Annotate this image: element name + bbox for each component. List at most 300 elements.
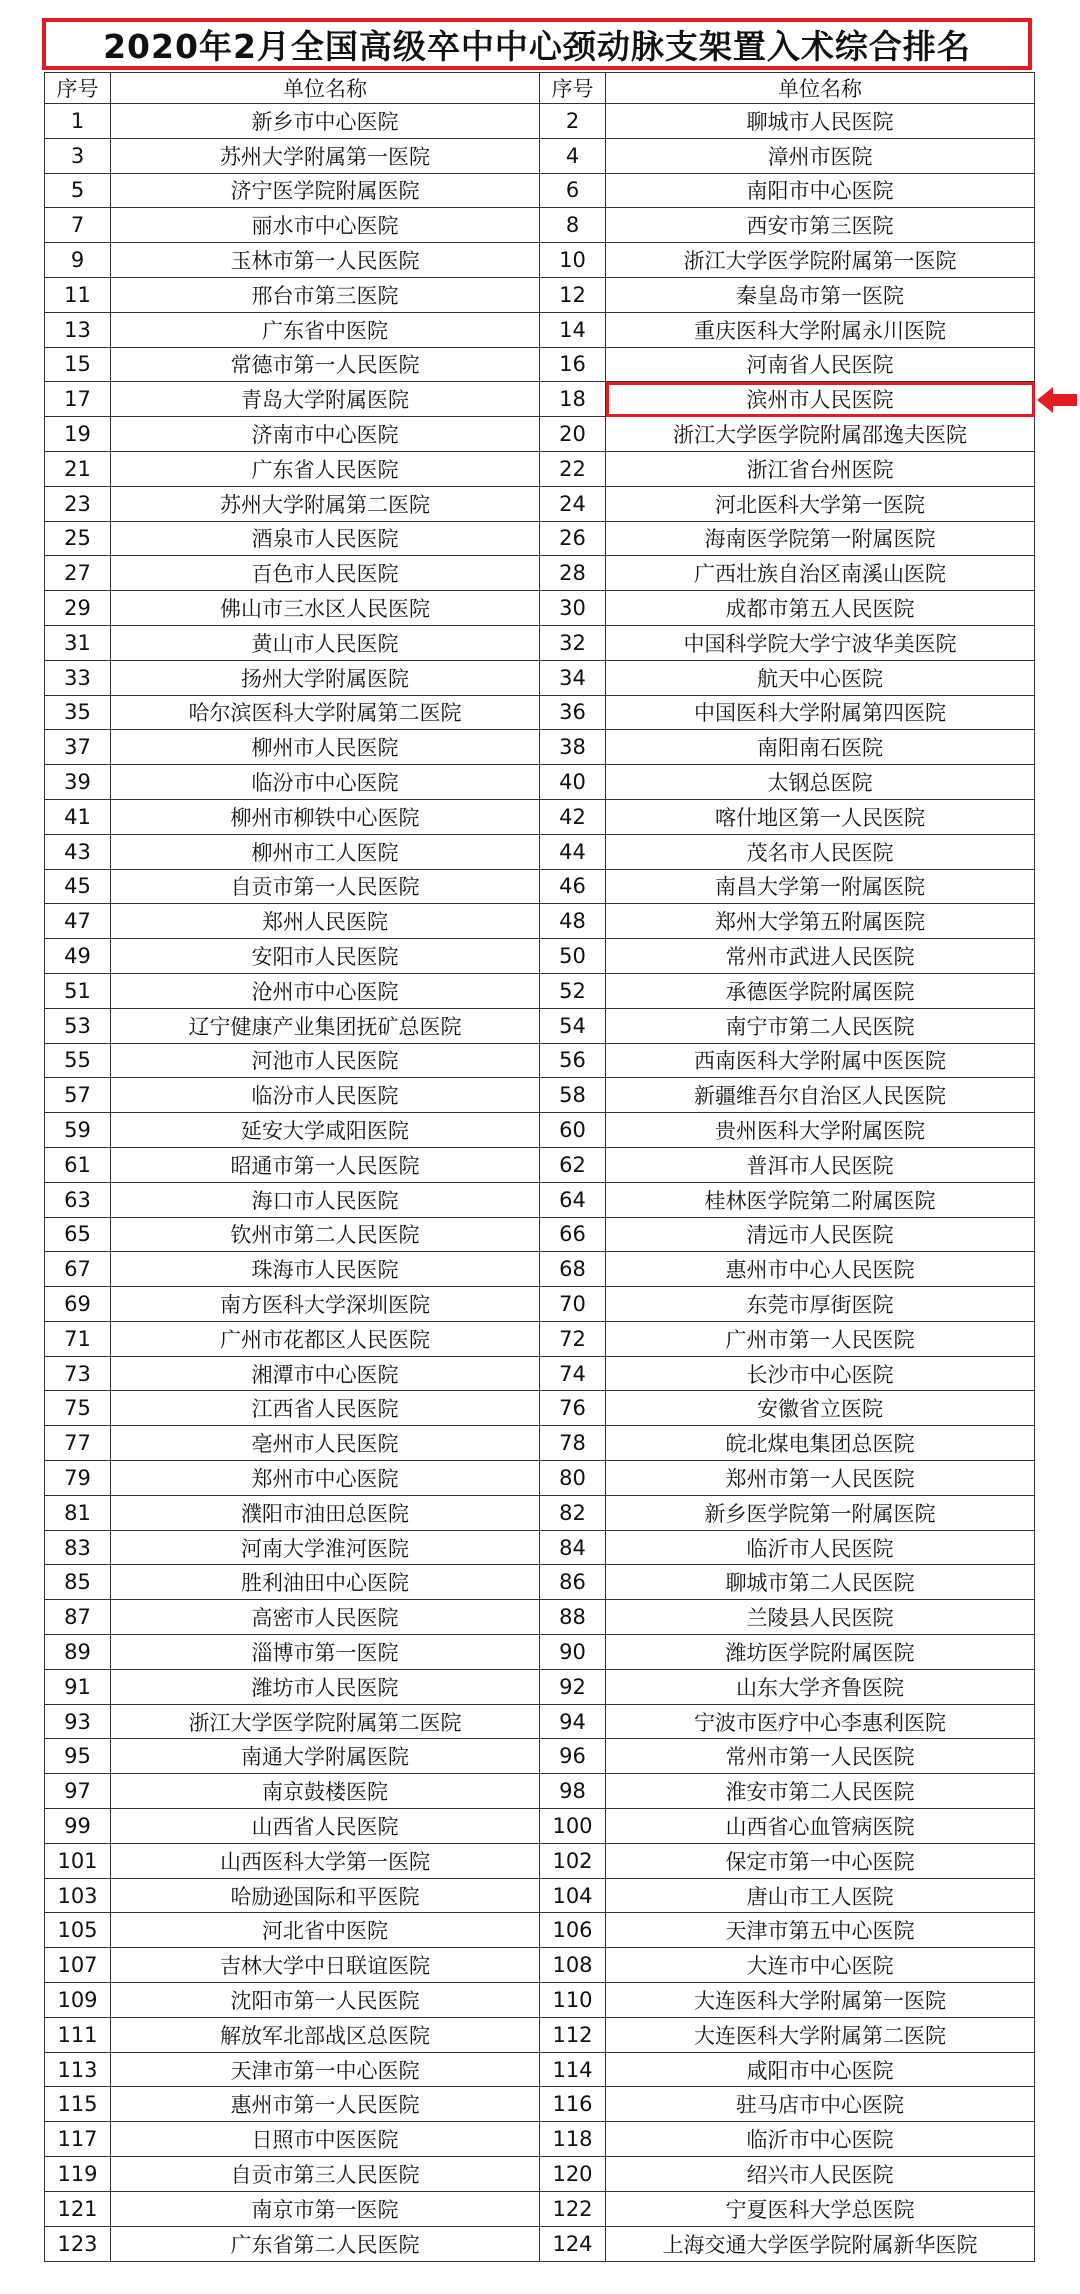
rank-no-right: 18 — [540, 382, 606, 417]
hospital-name-right: 常州市第一人民医院 — [606, 1739, 1035, 1774]
hospital-name-right: 聊城市第二人民医院 — [606, 1565, 1035, 1600]
hospital-name-right: 长沙市中心医院 — [606, 1356, 1035, 1391]
table-row — [45, 1600, 1035, 1635]
rank-no-right: 46 — [540, 869, 606, 904]
table-row — [45, 1461, 1035, 1496]
hospital-name-left: 钦州市第二人民医院 — [111, 1217, 540, 1252]
hospital-name-left: 江西省人民医院 — [111, 1391, 540, 1426]
rank-no-right: 30 — [540, 591, 606, 626]
table-row — [45, 2017, 1035, 2052]
rank-no-right: 118 — [540, 2122, 606, 2157]
rank-no-right: 8 — [540, 208, 606, 243]
table-row — [45, 2191, 1035, 2226]
hospital-name-left: 百色市人民医院 — [111, 556, 540, 591]
hospital-name-left: 吉林大学中日联谊医院 — [111, 1948, 540, 1983]
rank-no-right: 14 — [540, 312, 606, 347]
hospital-name-right: 南昌大学第一附属医院 — [606, 869, 1035, 904]
table-row — [45, 799, 1035, 834]
hospital-name-left: 珠海市人民医院 — [111, 1252, 540, 1287]
rank-no-right: 120 — [540, 2157, 606, 2192]
rank-no-right: 82 — [540, 1495, 606, 1530]
hospital-name-left: 常德市第一人民医院 — [111, 347, 540, 382]
hospital-name-right: 广西壮族自治区南溪山医院 — [606, 556, 1035, 591]
hospital-name-right: 南宁市第二人民医院 — [606, 1008, 1035, 1043]
rank-no-right: 32 — [540, 625, 606, 660]
ranking-table-body — [45, 104, 1035, 2262]
rank-no-right: 50 — [540, 939, 606, 974]
hospital-name-right: 海南医学院第一附属医院 — [606, 521, 1035, 556]
rank-no-left: 11 — [45, 277, 111, 312]
hospital-name-right: 安徽省立医院 — [606, 1391, 1035, 1426]
rank-no-left: 117 — [45, 2122, 111, 2157]
table-row — [45, 1704, 1035, 1739]
table-row — [45, 2052, 1035, 2087]
rank-no-left: 65 — [45, 1217, 111, 1252]
hospital-name-left: 济南市中心医院 — [111, 417, 540, 452]
hospital-name-left: 辽宁健康产业集团抚矿总医院 — [111, 1008, 540, 1043]
table-row — [45, 2226, 1035, 2261]
hospital-name-left: 延安大学咸阳医院 — [111, 1113, 540, 1148]
table-row — [45, 625, 1035, 660]
rank-no-left: 57 — [45, 1078, 111, 1113]
rank-no-left: 79 — [45, 1461, 111, 1496]
hospital-name-left: 天津市第一中心医院 — [111, 2052, 540, 2087]
rank-no-right: 48 — [540, 904, 606, 939]
hospital-name-right: 聊城市人民医院 — [606, 104, 1035, 139]
table-row — [45, 1739, 1035, 1774]
hospital-name-left: 佛山市三水区人民医院 — [111, 591, 540, 626]
hospital-name-right: 新疆维吾尔自治区人民医院 — [606, 1078, 1035, 1113]
hospital-name-right: 普洱市人民医院 — [606, 1147, 1035, 1182]
table-row — [45, 1809, 1035, 1844]
rank-no-left: 47 — [45, 904, 111, 939]
table-header-row — [45, 73, 1035, 104]
hospital-name-left: 柳州市工人医院 — [111, 834, 540, 869]
rank-no-right: 22 — [540, 451, 606, 486]
rank-no-right: 44 — [540, 834, 606, 869]
rank-no-left: 107 — [45, 1948, 111, 1983]
rank-no-left: 89 — [45, 1635, 111, 1670]
hospital-name-right: 常州市武进人民医院 — [606, 939, 1035, 974]
table-row — [45, 1008, 1035, 1043]
rank-no-left: 95 — [45, 1739, 111, 1774]
table-row — [45, 939, 1035, 974]
hospital-name-left: 潍坊市人民医院 — [111, 1669, 540, 1704]
rank-no-right: 112 — [540, 2017, 606, 2052]
table-row — [45, 1113, 1035, 1148]
table-row — [45, 1182, 1035, 1217]
rank-no-right: 40 — [540, 765, 606, 800]
hospital-name-left: 苏州大学附属第二医院 — [111, 486, 540, 521]
hospital-name-left: 濮阳市油田总医院 — [111, 1495, 540, 1530]
rank-no-right: 36 — [540, 695, 606, 730]
hospital-name-right: 宁夏医科大学总医院 — [606, 2191, 1035, 2226]
hospital-name-left: 河池市人民医院 — [111, 1043, 540, 1078]
rank-no-left: 101 — [45, 1843, 111, 1878]
rank-no-right: 92 — [540, 1669, 606, 1704]
hospital-name-right: 西安市第三医院 — [606, 208, 1035, 243]
rank-no-right: 28 — [540, 556, 606, 591]
rank-no-left: 21 — [45, 451, 111, 486]
table-row — [45, 730, 1035, 765]
hospital-name-left: 沧州市中心医院 — [111, 973, 540, 1008]
hospital-name-left: 广州市花都区人民医院 — [111, 1321, 540, 1356]
rank-no-right: 58 — [540, 1078, 606, 1113]
table-row — [45, 138, 1035, 173]
rank-no-left: 93 — [45, 1704, 111, 1739]
table-row — [45, 451, 1035, 486]
hospital-name-left: 自贡市第三人民医院 — [111, 2157, 540, 2192]
table-row — [45, 1669, 1035, 1704]
hospital-name-right: 山西省心血管病医院 — [606, 1809, 1035, 1844]
hospital-name-right: 新乡医学院第一附属医院 — [606, 1495, 1035, 1530]
header-name-right: 单位名称 — [606, 73, 1035, 104]
hospital-name-highlighted: 滨州市人民医院 — [606, 382, 1035, 417]
rank-no-right: 54 — [540, 1008, 606, 1043]
hospital-name-right: 大连市中心医院 — [606, 1948, 1035, 1983]
table-row — [45, 2122, 1035, 2157]
hospital-name-left: 湘潭市中心医院 — [111, 1356, 540, 1391]
rank-no-left: 19 — [45, 417, 111, 452]
table-row — [45, 1878, 1035, 1913]
hospital-name-left: 南通大学附属医院 — [111, 1739, 540, 1774]
rank-no-left: 53 — [45, 1008, 111, 1043]
rank-no-left: 121 — [45, 2191, 111, 2226]
rank-no-left: 63 — [45, 1182, 111, 1217]
rank-no-left: 85 — [45, 1565, 111, 1600]
hospital-name-left: 昭通市第一人民医院 — [111, 1147, 540, 1182]
rank-no-right: 70 — [540, 1287, 606, 1322]
hospital-name-left: 海口市人民医院 — [111, 1182, 540, 1217]
table-row — [45, 277, 1035, 312]
rank-no-right: 108 — [540, 1948, 606, 1983]
hospital-name-left: 惠州市第一人民医院 — [111, 2087, 540, 2122]
hospital-name-right: 咸阳市中心医院 — [606, 2052, 1035, 2087]
hospital-name-left: 扬州大学附属医院 — [111, 660, 540, 695]
table-row — [45, 591, 1035, 626]
hospital-name-right: 惠州市中心人民医院 — [606, 1252, 1035, 1287]
hospital-name-right: 贵州医科大学附属医院 — [606, 1113, 1035, 1148]
rank-no-right: 12 — [540, 277, 606, 312]
rank-no-right: 20 — [540, 417, 606, 452]
hospital-name-left: 南京鼓楼医院 — [111, 1774, 540, 1809]
rank-no-right: 4 — [540, 138, 606, 173]
rank-no-right: 86 — [540, 1565, 606, 1600]
page-title: 2020年2月全国高级卒中中心颈动脉支架置入术综合排名 — [103, 26, 971, 66]
rank-no-left: 41 — [45, 799, 111, 834]
rank-no-right: 104 — [540, 1878, 606, 1913]
header-name-left: 单位名称 — [111, 73, 540, 104]
table-row — [45, 834, 1035, 869]
hospital-name-left: 临汾市人民医院 — [111, 1078, 540, 1113]
hospital-name-right: 成都市第五人民医院 — [606, 591, 1035, 626]
hospital-name-left: 河南大学淮河医院 — [111, 1530, 540, 1565]
rank-no-right: 106 — [540, 1913, 606, 1948]
hospital-name-right: 东莞市厚街医院 — [606, 1287, 1035, 1322]
hospital-name-right: 中国医科大学附属第四医院 — [606, 695, 1035, 730]
hospital-name-left: 浙江大学医学院附属第二医院 — [111, 1704, 540, 1739]
table-row — [45, 1495, 1035, 1530]
rank-no-right: 102 — [540, 1843, 606, 1878]
hospital-name-right: 桂林医学院第二附属医院 — [606, 1182, 1035, 1217]
rank-no-left: 111 — [45, 2017, 111, 2052]
rank-no-right: 88 — [540, 1600, 606, 1635]
rank-no-left: 77 — [45, 1426, 111, 1461]
table-row — [45, 417, 1035, 452]
rank-no-left: 83 — [45, 1530, 111, 1565]
rank-no-left: 3 — [45, 138, 111, 173]
hospital-name-right: 潍坊医学院附属医院 — [606, 1635, 1035, 1670]
hospital-name-left: 广东省中医院 — [111, 312, 540, 347]
rank-no-right: 42 — [540, 799, 606, 834]
hospital-name-left: 黄山市人民医院 — [111, 625, 540, 660]
table-row — [45, 1217, 1035, 1252]
hospital-name-left: 郑州市中心医院 — [111, 1461, 540, 1496]
rank-no-left: 103 — [45, 1878, 111, 1913]
rank-no-right: 56 — [540, 1043, 606, 1078]
table-row — [45, 382, 1035, 417]
hospital-name-right: 唐山市工人医院 — [606, 1878, 1035, 1913]
hospital-name-right: 大连医科大学附属第二医院 — [606, 2017, 1035, 2052]
table-row — [45, 660, 1035, 695]
hospital-name-right: 淮安市第二人民医院 — [606, 1774, 1035, 1809]
hospital-name-left: 邢台市第三医院 — [111, 277, 540, 312]
ranking-table — [44, 72, 1035, 2262]
rank-no-left: 87 — [45, 1600, 111, 1635]
rank-no-right: 68 — [540, 1252, 606, 1287]
rank-no-right: 74 — [540, 1356, 606, 1391]
hospital-name-left: 哈尔滨医科大学附属第二医院 — [111, 695, 540, 730]
rank-no-left: 73 — [45, 1356, 111, 1391]
left-arrow-icon — [1037, 387, 1077, 413]
hospital-name-left: 柳州市人民医院 — [111, 730, 540, 765]
table-row — [45, 556, 1035, 591]
hospital-name-left: 自贡市第一人民医院 — [111, 869, 540, 904]
rank-no-right: 62 — [540, 1147, 606, 1182]
rank-no-right: 116 — [540, 2087, 606, 2122]
rank-no-left: 99 — [45, 1809, 111, 1844]
hospital-name-left: 南方医科大学深圳医院 — [111, 1287, 540, 1322]
hospital-name-right: 保定市第一中心医院 — [606, 1843, 1035, 1878]
rank-no-left: 105 — [45, 1913, 111, 1948]
rank-no-right: 80 — [540, 1461, 606, 1496]
hospital-name-left: 胜利油田中心医院 — [111, 1565, 540, 1600]
rank-no-left: 33 — [45, 660, 111, 695]
rank-no-left: 55 — [45, 1043, 111, 1078]
hospital-name-right: 浙江大学医学院附属第一医院 — [606, 243, 1035, 278]
rank-no-right: 10 — [540, 243, 606, 278]
rank-no-right: 100 — [540, 1809, 606, 1844]
rank-no-right: 76 — [540, 1391, 606, 1426]
hospital-name-right: 南阳南石医院 — [606, 730, 1035, 765]
hospital-name-right: 南阳市中心医院 — [606, 173, 1035, 208]
hospital-name-left: 日照市中医医院 — [111, 2122, 540, 2157]
table-row — [45, 1843, 1035, 1878]
rank-no-left: 5 — [45, 173, 111, 208]
table-row — [45, 1983, 1035, 2018]
hospital-name-right: 西南医科大学附属中医医院 — [606, 1043, 1035, 1078]
hospital-name-left: 山西省人民医院 — [111, 1809, 540, 1844]
hospital-name-left: 郑州人民医院 — [111, 904, 540, 939]
rank-no-left: 23 — [45, 486, 111, 521]
hospital-name-left: 广东省人民医院 — [111, 451, 540, 486]
hospital-name-left: 柳州市柳铁中心医院 — [111, 799, 540, 834]
table-row — [45, 695, 1035, 730]
hospital-name-right: 浙江省台州医院 — [606, 451, 1035, 486]
rank-no-right: 26 — [540, 521, 606, 556]
rank-no-left: 31 — [45, 625, 111, 660]
hospital-name-left: 酒泉市人民医院 — [111, 521, 540, 556]
table-row — [45, 869, 1035, 904]
rank-no-right: 98 — [540, 1774, 606, 1809]
hospital-name-right: 河北医科大学第一医院 — [606, 486, 1035, 521]
rank-no-right: 90 — [540, 1635, 606, 1670]
rank-no-left: 15 — [45, 347, 111, 382]
rank-no-left: 91 — [45, 1669, 111, 1704]
hospital-name-left: 安阳市人民医院 — [111, 939, 540, 974]
rank-no-left: 97 — [45, 1774, 111, 1809]
rank-no-right: 64 — [540, 1182, 606, 1217]
table-row — [45, 1391, 1035, 1426]
rank-no-left: 75 — [45, 1391, 111, 1426]
table-row — [45, 1078, 1035, 1113]
rank-no-left: 81 — [45, 1495, 111, 1530]
rank-no-left: 109 — [45, 1983, 111, 2018]
rank-no-right: 124 — [540, 2226, 606, 2261]
table-row — [45, 1321, 1035, 1356]
hospital-name-right: 宁波市医疗中心李惠利医院 — [606, 1704, 1035, 1739]
rank-no-right: 6 — [540, 173, 606, 208]
hospital-name-right: 河南省人民医院 — [606, 347, 1035, 382]
rank-no-left: 1 — [45, 104, 111, 139]
hospital-name-left: 济宁医学院附属医院 — [111, 173, 540, 208]
rank-no-right: 52 — [540, 973, 606, 1008]
hospital-name-left: 苏州大学附属第一医院 — [111, 138, 540, 173]
rank-no-left: 35 — [45, 695, 111, 730]
table-row — [45, 347, 1035, 382]
hospital-name-right: 太钢总医院 — [606, 765, 1035, 800]
table-row — [45, 104, 1035, 139]
rank-no-left: 113 — [45, 2052, 111, 2087]
hospital-name-right: 漳州市医院 — [606, 138, 1035, 173]
table-row — [45, 765, 1035, 800]
rank-no-right: 24 — [540, 486, 606, 521]
table-row — [45, 1635, 1035, 1670]
table-row — [45, 1565, 1035, 1600]
rank-no-right: 2 — [540, 104, 606, 139]
rank-no-right: 34 — [540, 660, 606, 695]
rank-no-left: 59 — [45, 1113, 111, 1148]
title-box — [42, 18, 1032, 70]
hospital-name-right: 兰陵县人民医院 — [606, 1600, 1035, 1635]
table-row — [45, 2157, 1035, 2192]
hospital-name-left: 山西医科大学第一医院 — [111, 1843, 540, 1878]
table-row — [45, 486, 1035, 521]
hospital-name-right: 皖北煤电集团总医院 — [606, 1426, 1035, 1461]
rank-no-right: 114 — [540, 2052, 606, 2087]
hospital-name-left: 解放军北部战区总医院 — [111, 2017, 540, 2052]
hospital-name-left: 哈励逊国际和平医院 — [111, 1878, 540, 1913]
rank-no-right: 16 — [540, 347, 606, 382]
table-row — [45, 1147, 1035, 1182]
table-row — [45, 1913, 1035, 1948]
table-row — [45, 521, 1035, 556]
rank-no-left: 39 — [45, 765, 111, 800]
hospital-name-left: 河北省中医院 — [111, 1913, 540, 1948]
table-row — [45, 1043, 1035, 1078]
hospital-name-right: 上海交通大学医学院附属新华医院 — [606, 2226, 1035, 2261]
rank-no-left: 45 — [45, 869, 111, 904]
hospital-name-left: 临汾市中心医院 — [111, 765, 540, 800]
hospital-name-left: 亳州市人民医院 — [111, 1426, 540, 1461]
table-row — [45, 173, 1035, 208]
hospital-name-right: 承德医学院附属医院 — [606, 973, 1035, 1008]
table-row — [45, 1530, 1035, 1565]
hospital-name-right: 绍兴市人民医院 — [606, 2157, 1035, 2192]
hospital-name-left: 广东省第二人民医院 — [111, 2226, 540, 2261]
rank-no-right: 78 — [540, 1426, 606, 1461]
table-row — [45, 1252, 1035, 1287]
hospital-name-right: 郑州市第一人民医院 — [606, 1461, 1035, 1496]
table-row — [45, 2087, 1035, 2122]
hospital-name-left: 淄博市第一医院 — [111, 1635, 540, 1670]
hospital-name-right: 临沂市中心医院 — [606, 2122, 1035, 2157]
rank-no-left: 29 — [45, 591, 111, 626]
hospital-name-right: 山东大学齐鲁医院 — [606, 1669, 1035, 1704]
table-row — [45, 1948, 1035, 1983]
hospital-name-left: 新乡市中心医院 — [111, 104, 540, 139]
hospital-name-right: 郑州大学第五附属医院 — [606, 904, 1035, 939]
hospital-name-left: 青岛大学附属医院 — [111, 382, 540, 417]
rank-no-left: 49 — [45, 939, 111, 974]
rank-no-left: 25 — [45, 521, 111, 556]
table-row — [45, 1287, 1035, 1322]
rank-no-right: 110 — [540, 1983, 606, 2018]
rank-no-left: 9 — [45, 243, 111, 278]
rank-no-left: 37 — [45, 730, 111, 765]
rank-no-left: 71 — [45, 1321, 111, 1356]
table-row — [45, 243, 1035, 278]
table-row — [45, 208, 1035, 243]
hospital-name-left: 沈阳市第一人民医院 — [111, 1983, 540, 2018]
rank-no-right: 96 — [540, 1739, 606, 1774]
table-row — [45, 1774, 1035, 1809]
hospital-name-left: 玉林市第一人民医院 — [111, 243, 540, 278]
hospital-name-right: 浙江大学医学院附属邵逸夫医院 — [606, 417, 1035, 452]
rank-no-right: 66 — [540, 1217, 606, 1252]
rank-no-right: 94 — [540, 1704, 606, 1739]
header-no-left: 序号 — [45, 73, 111, 104]
rank-no-right: 84 — [540, 1530, 606, 1565]
rank-no-right: 122 — [540, 2191, 606, 2226]
hospital-name-right: 大连医科大学附属第一医院 — [606, 1983, 1035, 2018]
rank-no-left: 7 — [45, 208, 111, 243]
hospital-name-right: 茂名市人民医院 — [606, 834, 1035, 869]
rank-no-right: 60 — [540, 1113, 606, 1148]
hospital-name-right: 重庆医科大学附属永川医院 — [606, 312, 1035, 347]
hospital-name-left: 高密市人民医院 — [111, 1600, 540, 1635]
hospital-name-right: 天津市第五中心医院 — [606, 1913, 1035, 1948]
rank-no-left: 51 — [45, 973, 111, 1008]
rank-no-left: 67 — [45, 1252, 111, 1287]
rank-no-left: 123 — [45, 2226, 111, 2261]
header-no-right: 序号 — [540, 73, 606, 104]
table-row — [45, 1356, 1035, 1391]
table-row — [45, 904, 1035, 939]
hospital-name-right: 秦皇岛市第一医院 — [606, 277, 1035, 312]
rank-no-right: 38 — [540, 730, 606, 765]
rank-no-left: 13 — [45, 312, 111, 347]
